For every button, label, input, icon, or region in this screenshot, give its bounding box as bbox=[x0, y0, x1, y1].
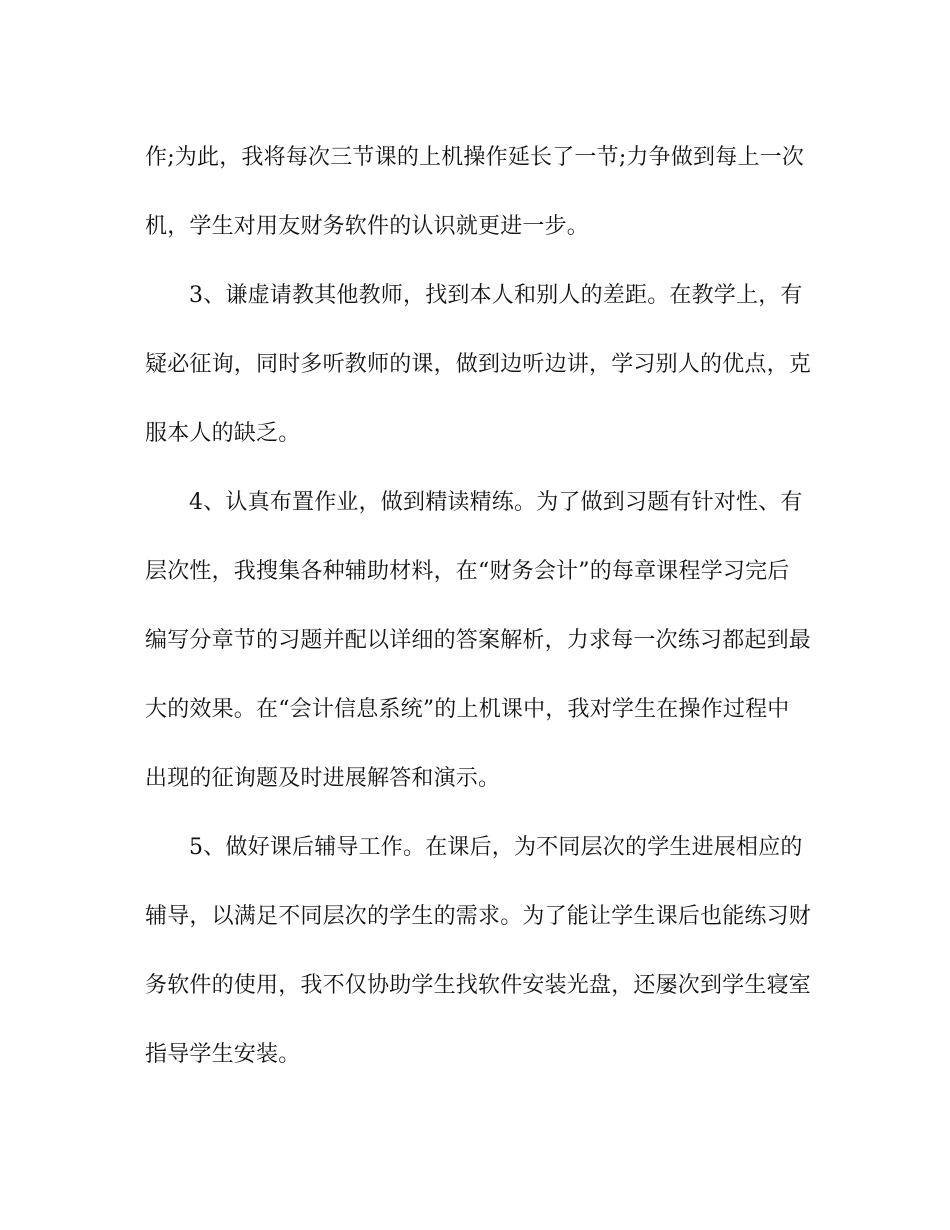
text-line: 编写分章节的习题并配以详细的答案解析，力求每一次练习都起到最 bbox=[145, 628, 812, 653]
text-line: 机，学生对用友财务软件的认识就更进一步。 bbox=[145, 214, 590, 239]
text-line: 服本人的缺乏。 bbox=[145, 421, 301, 446]
paragraph-4-start: 4、认真布置作业，做到精读精练。为了做到习题有针对性、有 bbox=[189, 490, 803, 515]
text-line: 务软件的使用，我不仅协助学生找软件安装光盘，还屡次到学生寝室 bbox=[145, 973, 812, 998]
text-line: 层次性，我搜集各种辅助材料，在“财务会计”的每章课程学习完后 bbox=[145, 559, 790, 584]
text-line: 出现的征询题及时进展解答和演示。 bbox=[145, 766, 501, 791]
paragraph-3-start: 3、谦虚请教其他教师，找到本人和别人的差距。在教学上，有 bbox=[189, 283, 803, 308]
paragraph-5-start: 5、做好课后辅导工作。在课后，为不同层次的学生进展相应的 bbox=[189, 835, 803, 860]
text-line: 指导学生安装。 bbox=[145, 1042, 301, 1067]
text-line: 辅导，以满足不同层次的学生的需求。为了能让学生课后也能练习财 bbox=[145, 904, 812, 929]
text-line: 大的效果。在“会计信息系统”的上机课中，我对学生在操作过程中 bbox=[145, 697, 790, 722]
text-line: 作;为此，我将每次三节课的上机操作延长了一节;力争做到每上一次 bbox=[145, 145, 805, 170]
text-line: 疑必征询，同时多听教师的课，做到边听边讲，学习别人的优点，克 bbox=[145, 352, 812, 377]
